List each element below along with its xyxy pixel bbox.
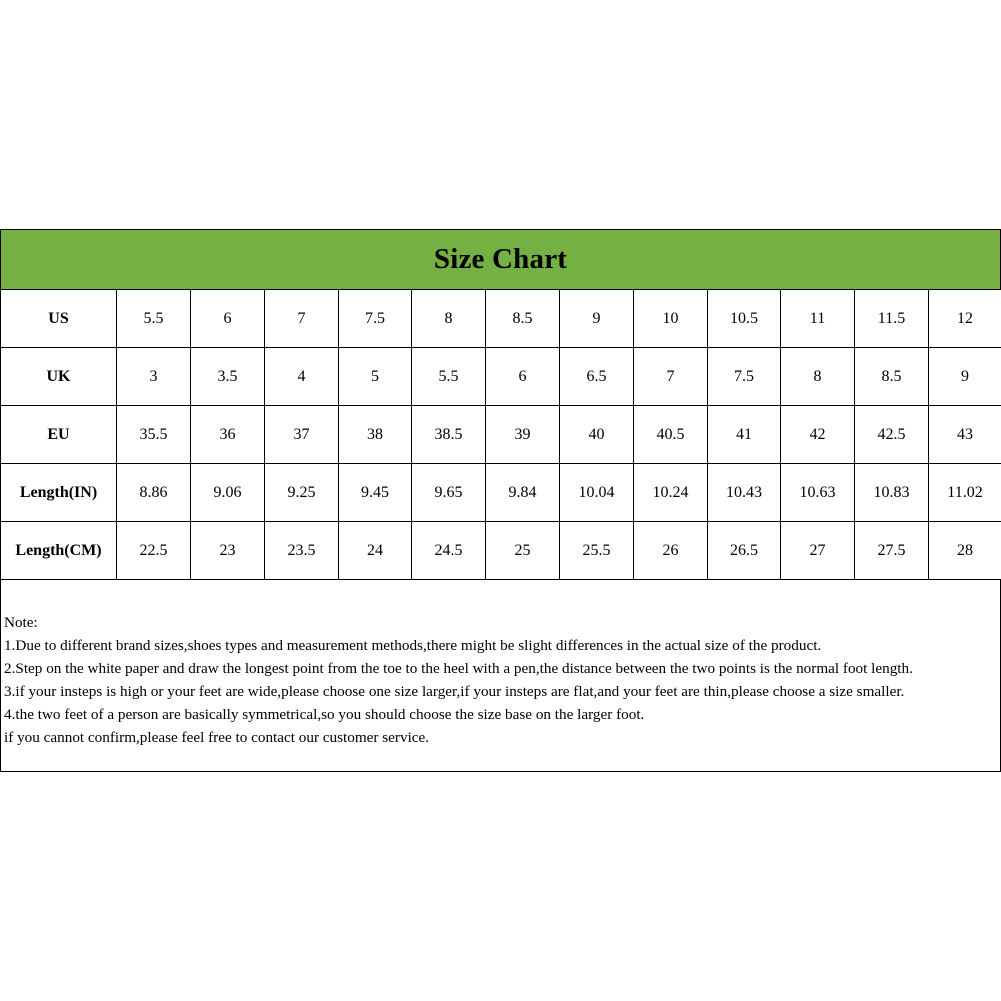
size-cell: 23 <box>191 522 265 580</box>
size-cell: 10.83 <box>855 464 929 522</box>
size-cell: 7.5 <box>708 348 781 406</box>
size-cell: 10.5 <box>708 290 781 348</box>
size-row-eu <box>1 406 1001 464</box>
size-cell: 7 <box>265 290 339 348</box>
note-line: 4.the two feet of a person are basically symmetrical,so you should choose the size base on the larger foot. <box>4 706 645 723</box>
size-cell: 43 <box>929 406 1001 464</box>
row-header: UK <box>1 348 117 406</box>
size-cell: 5.5 <box>412 348 486 406</box>
size-cell: 26.5 <box>708 522 781 580</box>
size-cell: 5 <box>339 348 412 406</box>
size-cell: 36 <box>191 406 265 464</box>
row-header: US <box>1 290 117 348</box>
size-cell: 7.5 <box>339 290 412 348</box>
note-line: if you cannot confirm,please feel free to contact our customer service. <box>4 729 430 746</box>
size-cell: 42 <box>781 406 855 464</box>
size-table <box>0 290 1001 580</box>
size-cell: 8.86 <box>117 464 191 522</box>
size-cell: 8 <box>781 348 855 406</box>
size-cell: 9.25 <box>265 464 339 522</box>
size-cell: 3 <box>117 348 191 406</box>
size-chart <box>0 229 1001 772</box>
row-header: Length(IN) <box>1 464 117 522</box>
note-line: 1.Due to different brand sizes,shoes types and measurement methods,there might be slight differences in the actual size of the product. <box>4 637 822 654</box>
size-row-length-in <box>1 464 1001 522</box>
chart-title: Size Chart <box>433 243 568 275</box>
title-bar <box>0 229 1001 290</box>
size-cell: 6.5 <box>560 348 634 406</box>
size-cell: 40 <box>560 406 634 464</box>
size-cell: 27 <box>781 522 855 580</box>
notes-heading: Note: <box>4 614 38 631</box>
size-cell: 9 <box>929 348 1001 406</box>
size-cell: 11.5 <box>855 290 929 348</box>
size-cell: 40.5 <box>634 406 708 464</box>
size-cell: 24 <box>339 522 412 580</box>
size-cell: 25 <box>486 522 560 580</box>
size-cell: 9.65 <box>412 464 486 522</box>
row-header: EU <box>1 406 117 464</box>
size-cell: 9.45 <box>339 464 412 522</box>
size-cell: 9 <box>560 290 634 348</box>
size-cell: 9.84 <box>486 464 560 522</box>
size-cell: 12 <box>929 290 1001 348</box>
size-row-uk <box>1 348 1001 406</box>
size-cell: 9.06 <box>191 464 265 522</box>
size-cell: 8.5 <box>486 290 560 348</box>
size-cell: 4 <box>265 348 339 406</box>
size-cell: 3.5 <box>191 348 265 406</box>
size-cell: 41 <box>708 406 781 464</box>
size-cell: 38 <box>339 406 412 464</box>
row-header: Length(CM) <box>1 522 117 580</box>
size-cell: 39 <box>486 406 560 464</box>
size-cell: 42.5 <box>855 406 929 464</box>
size-cell: 10.24 <box>634 464 708 522</box>
size-cell: 23.5 <box>265 522 339 580</box>
size-cell: 37 <box>265 406 339 464</box>
size-cell: 5.5 <box>117 290 191 348</box>
size-cell: 35.5 <box>117 406 191 464</box>
size-cell: 7 <box>634 348 708 406</box>
size-cell: 26 <box>634 522 708 580</box>
size-row-length-cm <box>1 522 1001 580</box>
size-cell: 8 <box>412 290 486 348</box>
size-cell: 38.5 <box>412 406 486 464</box>
size-cell: 28 <box>929 522 1001 580</box>
size-cell: 10.04 <box>560 464 634 522</box>
size-cell: 10 <box>634 290 708 348</box>
note-line: 2.Step on the white paper and draw the longest point from the toe to the heel with a pen,the distance between the two points is the normal foot length. <box>4 660 913 677</box>
size-cell: 24.5 <box>412 522 486 580</box>
size-cell: 27.5 <box>855 522 929 580</box>
size-cell: 8.5 <box>855 348 929 406</box>
size-cell: 11.02 <box>929 464 1001 522</box>
note-line: 3.if your insteps is high or your feet are wide,please choose one size larger,if your insteps are flat,and your feet are thin,please choose a size smaller. <box>4 683 905 700</box>
size-cell: 11 <box>781 290 855 348</box>
size-cell: 22.5 <box>117 522 191 580</box>
size-cell: 6 <box>191 290 265 348</box>
size-row-us <box>1 290 1001 348</box>
size-cell: 10.43 <box>708 464 781 522</box>
size-cell: 25.5 <box>560 522 634 580</box>
size-cell: 10.63 <box>781 464 855 522</box>
notes-section <box>0 580 1001 772</box>
size-cell: 6 <box>486 348 560 406</box>
